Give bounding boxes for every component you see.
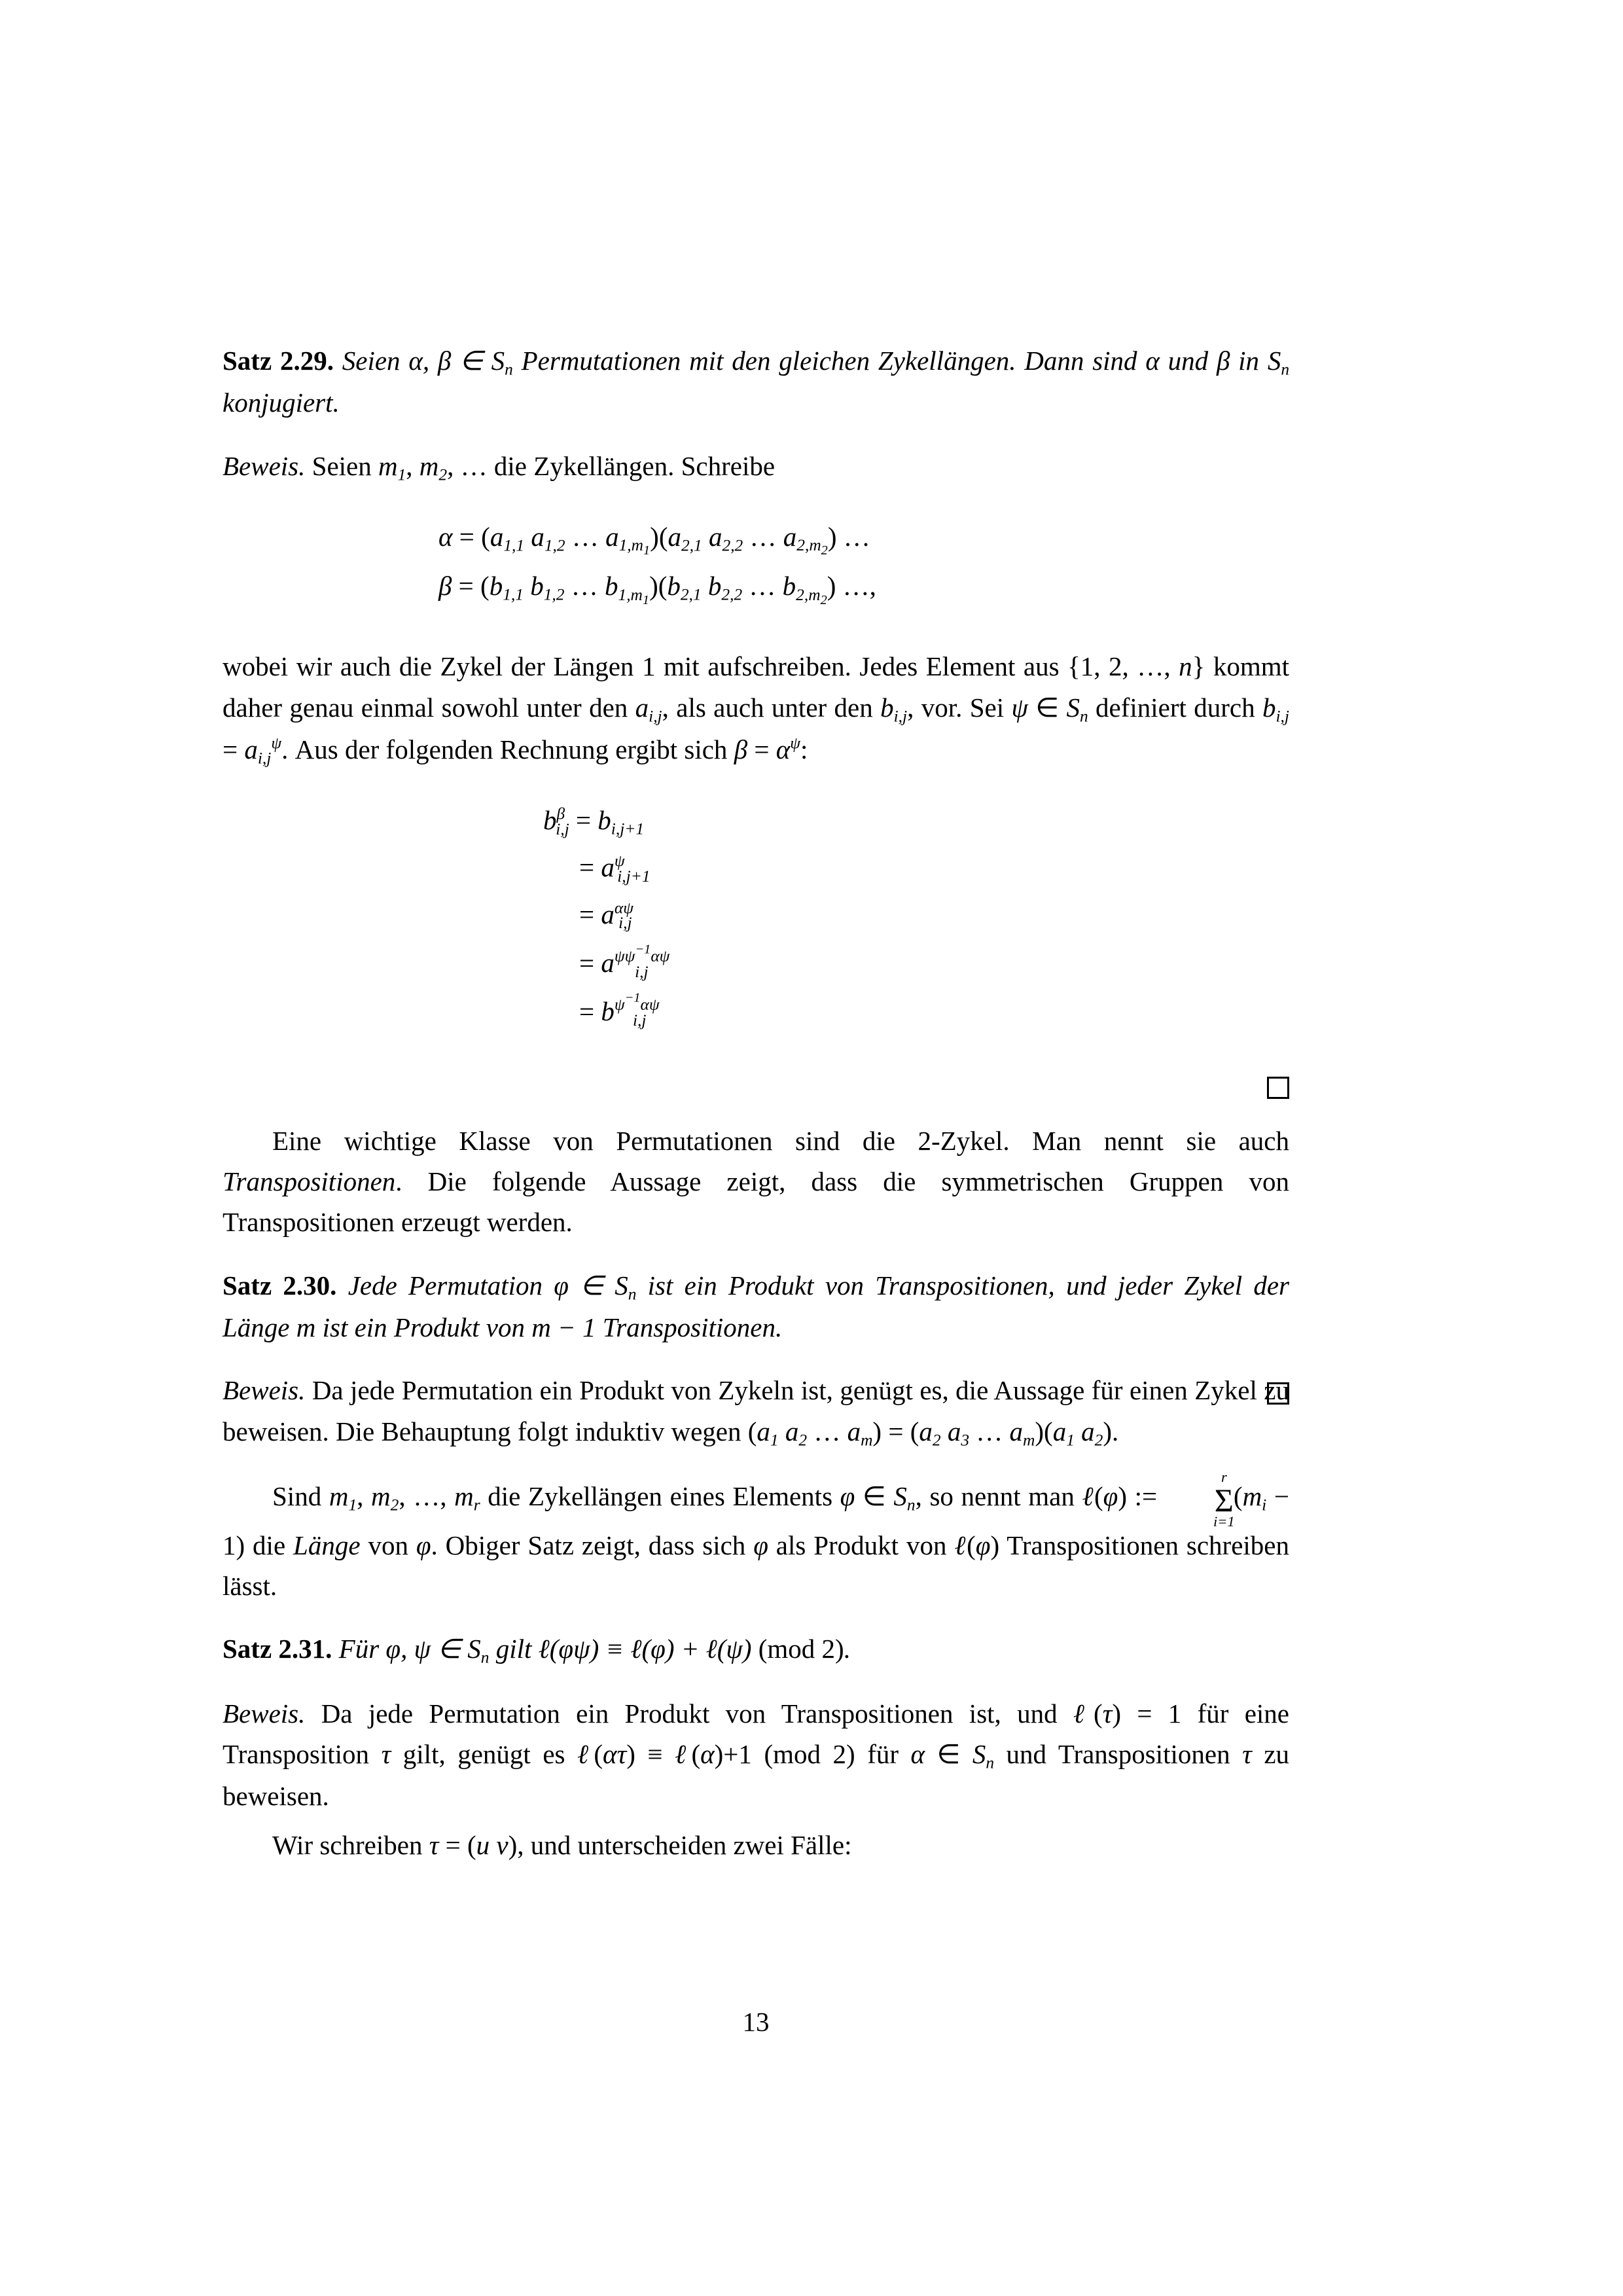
paragraph-wobei: wobei wir auch die Zykel der Längen 1 mit aufschreiben. Jedes Element aus {1, 2, …, n} kommt daher genau einmal sowohl unter den $a_{i,j}$, als auch unter den $b_{i,j}$, vor. Sei ψ ∈ $S_n$ definiert durch $b_{i,j} = a_{i,j}^\psi$. Aus der folgenden Rechnung ergibt sich $\beta = \alpha^\psi$: (223, 651, 1289, 768)
qed-box-icon (1267, 1382, 1289, 1405)
document-page (223, 0, 1289, 2296)
theorem-2-30 (223, 1265, 1289, 1348)
proof-3: Beweis. Da jede Permutation ein Produkt von Transpositionen ist, und ℓ(τ) = 1 für eine Transposition τ gilt, genügt es ℓ(ατ) ≡ ℓ(α)+1 (mod 2) für α ∈ $S_n$ und Transpositionen τ zu beweisen. (223, 1698, 1290, 1812)
paragraph-transpositionen: Eine wichtige Klasse von Permutationen sind die 2-Zykel. Man nennt sie auch Transpositionen. Die folgende Aussage zeigt, dass die symmetrischen Gruppen von Transpositionen erzeugt werden. (223, 1125, 1289, 1238)
calc-line-1: $b^\beta_{i,j} = b_{i,j+1}$ (543, 804, 645, 838)
theorem-2-31-label: Satz 2.31. (223, 1634, 332, 1664)
proof-1-label: Beweis. (223, 450, 306, 481)
proof-2: Beweis. Da jede Permutation ein Produkt von Zykeln ist, genügt es, die Aussage für einen Zykel zu beweisen. Die Behauptung folgt induktiv wegen ($a_1$ $a_2$ … $a_m) = (a_2$ $a_3$ … $a_m)(a_1$ $a_2$). (223, 1370, 1289, 1453)
display-equation-2 (223, 797, 1289, 1035)
proof-1-intro: Beweis. Seien $m_1$, $m_2$, … die Zykellängen. Schreibe (223, 450, 776, 484)
theorem-2-31-statement: Für φ, ψ ∈ $S_n$ gilt ℓ(φψ) ≡ ℓ(φ) + ℓ(ψ) (mod 2). (338, 1634, 851, 1668)
emph-laenge: Länge (293, 1530, 361, 1560)
theorem-2-29 (223, 340, 1289, 423)
proof-3-label: Beweis. (223, 1698, 306, 1729)
proof-2-label: Beweis. (223, 1375, 306, 1406)
theorem-2-30-label: Satz 2.30. (223, 1270, 337, 1300)
theorem-2-29-statement: Seien α, β ∈ $S_n$ Permutationen mit den gleichen Zykellängen. Dann sind α und β in $S_n$ konjugiert. (223, 346, 1290, 418)
proof-3-continued: Wir schreiben τ = (u v), und unterscheiden zwei Fälle: (272, 1829, 852, 1860)
qed-box-icon (1267, 1077, 1289, 1099)
page-content (223, 340, 1289, 1888)
summation-symbol: Σ r i=1 (1213, 1468, 1235, 1530)
theorem-2-30-statement: Jede Permutation φ ∈ $S_n$ ist ein Produkt von Transpositionen, und jeder Zykel der Länge m ist ein Produkt von m − 1 Transpositionen. (223, 1270, 1290, 1342)
equation-alpha: $\alpha = (a_{1,1}$ $a_{1,2}$ … $a_{1,m_1})(a_{2,1}$ $a_{2,2}$ … $a_{2,m_2}$) … (438, 521, 870, 558)
qed-symbol-2 (1267, 1371, 1289, 1411)
emph-transpositionen: Transpositionen (223, 1166, 396, 1197)
qed-symbol-1 (223, 1069, 1289, 1101)
page-number: 13 (742, 2007, 770, 2037)
calc-line-2: = $a^\psi_{i,j+1}$ (579, 852, 651, 886)
equation-beta: $\beta = (b_{1,1}$ $b_{1,2}$ … $b_{1,m_1})(b_{2,1}$ $b_{2,2}$ … $b_{2,m_2}$) …, (438, 571, 876, 607)
calc-line-5: = $b^{\psi^{-1}\alpha\psi}_{i,j}$ (579, 990, 660, 1030)
display-equation-1 (223, 514, 1289, 613)
calc-line-4: = $a^{\psi\psi^{-1}\alpha\psi}_{i,j}$ (579, 942, 670, 981)
theorem-2-31 (223, 1628, 1289, 1670)
calc-line-3: = $a^{\alpha\psi}_{i,j}$ (579, 899, 633, 933)
theorem-2-29-label: Satz 2.29. (223, 346, 334, 376)
paragraph-laenge: Sind $m_1$, $m_2$, …, $m_r$ die Zykellängen eines Elements φ ∈ $S_n$, so nennt man ℓ(φ) := Σ r i=1 $(m_i - 1)$ die Länge von φ. Obiger Satz zeigt, dass sich φ als Produkt von ℓ(φ) Transpositionen schreiben lässt. (223, 1468, 1289, 1602)
